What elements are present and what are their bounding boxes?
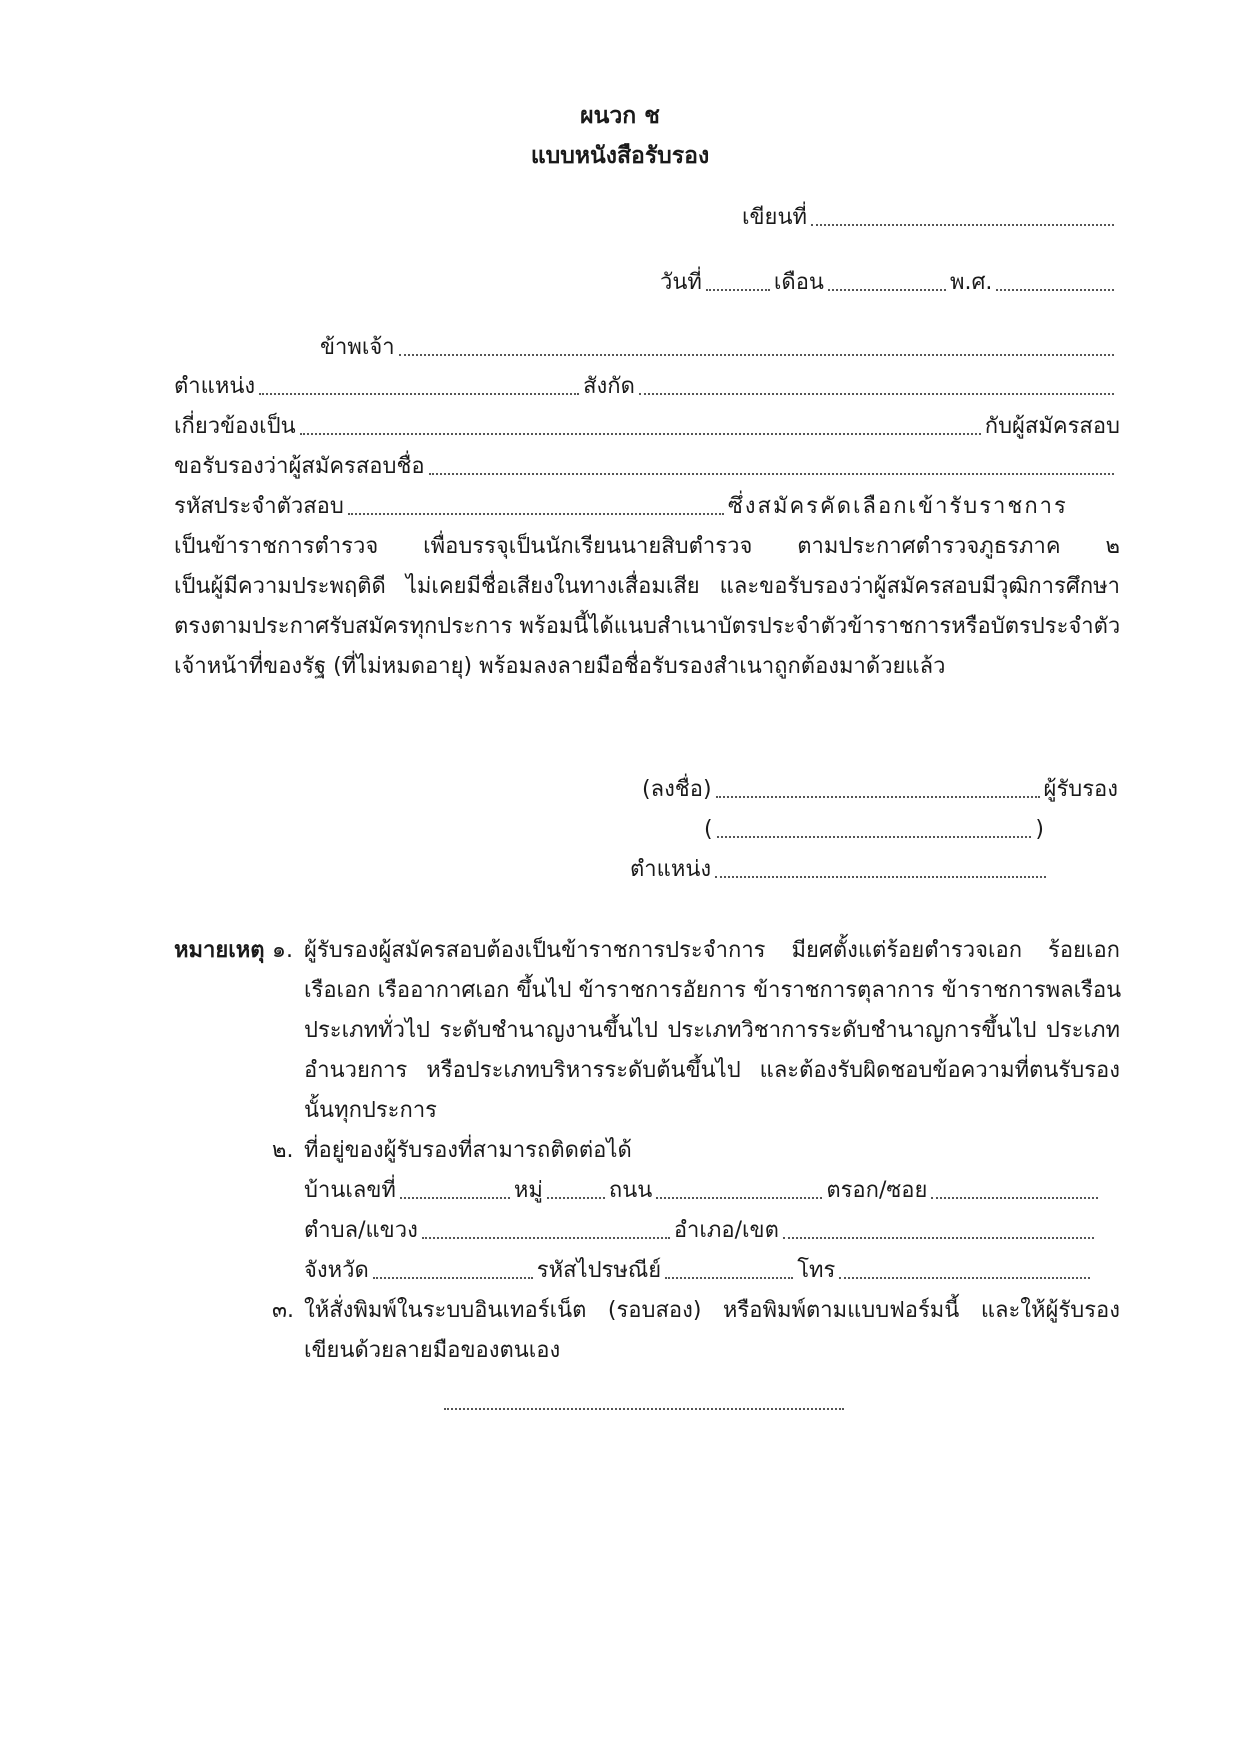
appendix-heading: ผนวก ช [580, 103, 660, 129]
phone-field[interactable] [839, 1277, 1090, 1279]
note-2-number: ๒. [272, 1138, 294, 1163]
note-2-text: ที่อยู่ของผู้รับรองที่สามารถติดต่อได้ [304, 1138, 632, 1163]
affiliation-field[interactable] [639, 393, 1114, 395]
body-line-1: เป็นข้าราชการตำรวจ เพื่อบรรจุเป็นนักเรียนนายสิบตำรวจ ตามประกาศตำรวจภูธรภาค ๒ [174, 534, 1120, 559]
alley-field[interactable] [931, 1197, 1098, 1199]
written-at-label: เขียนที่ [742, 205, 807, 230]
road-field[interactable] [656, 1197, 822, 1199]
name-row [320, 333, 1118, 363]
position-row [174, 372, 1118, 402]
postcode-label: รหัสไปรษณีย์ [536, 1258, 662, 1283]
position-field[interactable] [259, 393, 579, 395]
name-field[interactable] [399, 354, 1114, 356]
exam-id-row [174, 492, 1120, 522]
district-label: อำเภอ/เขต [673, 1218, 779, 1243]
province-label: จังหวัด [304, 1258, 369, 1283]
moo-field[interactable] [547, 1197, 605, 1199]
form-title: แบบหนังสือรับรอง [530, 143, 710, 169]
subdistrict-field[interactable] [422, 1237, 670, 1239]
signature-position-row [630, 855, 1050, 885]
date-row [660, 268, 1118, 298]
notes-label: หมายเหตุ [174, 938, 265, 963]
alley-label: ตรอก/ซอย [826, 1178, 928, 1203]
applicant-name-field[interactable] [429, 473, 1114, 475]
signature-row [642, 775, 1118, 805]
body-line-4: เจ้าหน้าที่ของรัฐ (ที่ไม่หมดอายุ) พร้อมลงลายมือชื่อรับรองสำเนาถูกต้องมาด้วยแล้ว [174, 654, 946, 679]
relation-row [174, 412, 1120, 442]
year-label: พ.ศ. [949, 270, 993, 295]
open-paren: ( [704, 817, 713, 842]
address-row-1 [304, 1176, 1102, 1206]
year-field[interactable] [996, 289, 1114, 291]
postcode-field[interactable] [665, 1277, 793, 1279]
i-label: ข้าพเจ้า [320, 335, 395, 360]
address-row-2 [304, 1216, 1098, 1246]
applicant-name-row [174, 452, 1118, 482]
note-3-line-2: เขียนด้วยลายมือของตนเอง [304, 1338, 561, 1363]
applying-text: ซึ่งสมัครคัดเลือกเข้ารับราชการ [727, 494, 1068, 519]
sign-label: (ลงชื่อ) [642, 777, 712, 802]
house-no-field[interactable] [400, 1197, 510, 1199]
signature-field[interactable] [716, 796, 1040, 798]
subdistrict-label: ตำบล/แขวง [304, 1218, 418, 1243]
bottom-dotted-line [444, 1408, 844, 1410]
note-1-line-1: ผู้รับรองผู้สมัครสอบต้องเป็นข้าราชการประจำการ มียศตั้งแต่ร้อยตำรวจเอก ร้อยเอก [304, 938, 1120, 963]
house-no-label: บ้านเลขที่ [304, 1178, 396, 1203]
certifier-label: ผู้รับรอง [1043, 777, 1118, 802]
exam-id-label: รหัสประจำตัวสอบ [174, 494, 344, 519]
with-applicant-label: กับผู้สมัครสอบ [984, 414, 1120, 439]
exam-id-field[interactable] [348, 513, 724, 515]
printed-name-field[interactable] [717, 836, 1032, 838]
address-row-3 [304, 1256, 1094, 1286]
day-label: วันที่ [660, 270, 702, 295]
signature-position-label: ตำแหน่ง [630, 857, 712, 882]
written-at-field[interactable] [811, 224, 1114, 226]
position-label: ตำแหน่ง [174, 374, 256, 399]
moo-label: หมู่ [513, 1178, 543, 1203]
province-field[interactable] [373, 1277, 533, 1279]
close-paren: ) [1035, 817, 1044, 842]
month-field[interactable] [828, 289, 946, 291]
note-1-line-5: นั้นทุกประการ [304, 1098, 437, 1123]
relation-field[interactable] [300, 433, 981, 435]
district-field[interactable] [783, 1237, 1094, 1239]
body-line-2: เป็นผู้มีความประพฤติดี ไม่เคยมีชื่อเสียงในทางเสื่อมเสีย และขอรับรองว่าผู้สมัครสอบมีวุฒิการศึกษา [174, 574, 1120, 599]
note-1-line-2: เรือเอก เรืออากาศเอก ขึ้นไป ข้าราชการอัยการ ข้าราชการตุลาการ ข้าราชการพลเรือน [304, 978, 1122, 1003]
road-label: ถนน [608, 1178, 653, 1203]
note-3-line-1: ให้สั่งพิมพ์ในระบบอินเทอร์เน็ต (รอบสอง) หรือพิมพ์ตามแบบฟอร์มนี้ และให้ผู้รับรอง [304, 1298, 1120, 1323]
day-field[interactable] [706, 289, 770, 291]
note-1-number: ๑. [272, 938, 293, 963]
month-label: เดือน [773, 270, 824, 295]
note-1-line-3: ประเภททั่วไป ระดับชำนาญงานขึ้นไป ประเภทวิชาการระดับชำนาญการขึ้นไป ประเภท [304, 1018, 1120, 1043]
affiliation-label: สังกัด [583, 374, 635, 399]
body-line-3: ตรงตามประกาศรับสมัครทุกประการ พร้อมนี้ได้แนบสำเนาบัตรประจำตัวข้าราชการหรือบัตรประจำตัว [174, 614, 1121, 639]
note-1-line-4: อำนวยการ หรือประเภทบริหารระดับต้นขึ้นไป และต้องรับผิดชอบข้อความที่ตนรับรอง [304, 1058, 1120, 1083]
written-at-row [742, 203, 1118, 233]
printed-name-row [704, 815, 1044, 845]
related-as-label: เกี่ยวข้องเป็น [174, 414, 296, 439]
note-3-number: ๓. [272, 1298, 295, 1323]
certify-name-label: ขอรับรองว่าผู้สมัครสอบชื่อ [174, 454, 425, 479]
signature-position-field[interactable] [715, 876, 1046, 878]
phone-label: โทร [797, 1258, 836, 1283]
